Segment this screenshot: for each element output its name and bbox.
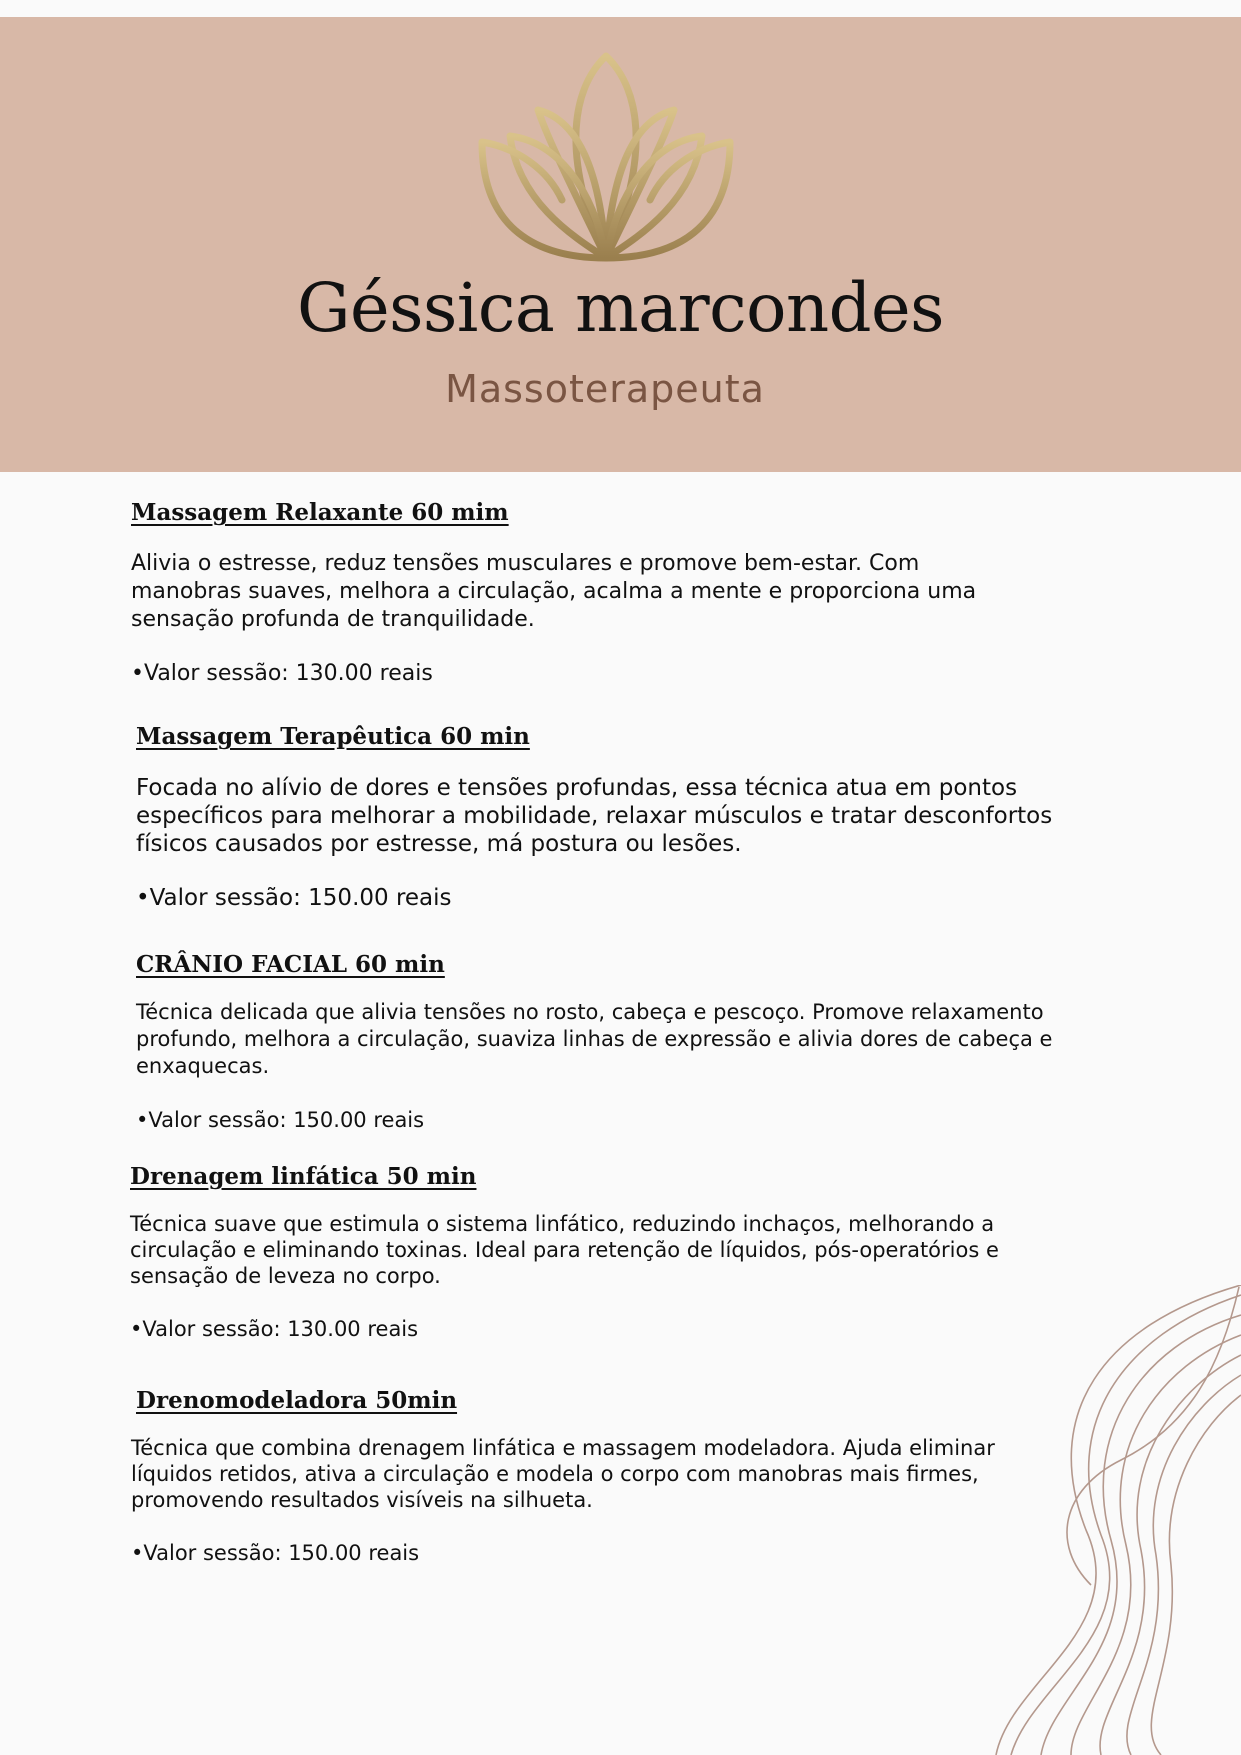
service-title: Drenomodeladora 50min (136, 1387, 458, 1414)
service-description: Alivia o estresse, reduz tensões musculares e promove bem-estar. Com manobras suaves, melhora a circulação, acalma a mente e proporciona uma sensação profunda de tranquilidade. (131, 551, 977, 632)
header-banner (0, 17, 1241, 472)
business-name: Géssica marcondes (296, 269, 945, 347)
service-title: Drenagem linfática 50 min (130, 1163, 477, 1190)
service-title: CRÂNIO FACIAL 60 min (136, 951, 445, 978)
service-item (131, 1386, 1116, 1567)
service-description: Técnica que combina drenagem linfática e massagem modeladora. Ajuda eliminar líquidos retidos, ativa a circulação e modela o corpo com manobras mais firmes, promovendo resultados visíveis na silhueta. (131, 1436, 995, 1512)
service-description: Focada no alívio de dores e tensões profundas, essa técnica atua em pontos específicos para melhorar a mobilidade, relaxar músculos e tratar desconfortos físicos causados por estresse, má postura ou lesões. (136, 775, 1053, 857)
service-title: Massagem Relaxante 60 mim (131, 499, 509, 526)
service-title: Massagem Terapêutica 60 min (136, 723, 530, 750)
service-price: •Valor sessão: 130.00 reais (130, 1317, 419, 1341)
service-price: •Valor sessão: 150.00 reais (131, 1541, 420, 1565)
service-item (136, 950, 1116, 1134)
wavy-lines-decoration (991, 1285, 1241, 1755)
service-description: Técnica suave que estimula o sistema linfático, reduzindo inchaços, melhorando a circulação e eliminando toxinas. Ideal para retenção de líquidos, pós-operatórios e sensação de leveza no corpo. (130, 1212, 999, 1288)
service-description: Técnica delicada que alivia tensões no rosto, cabeça e pescoço. Promove relaxamento profundo, melhora a circulação, suaviza linhas de expressão e alivia dores de cabeça e enxaquecas. (136, 1000, 1053, 1078)
service-item (130, 1162, 1110, 1343)
lotus-icon (478, 50, 734, 265)
service-price: •Valor sessão: 130.00 reais (131, 661, 433, 686)
service-item (136, 722, 1116, 912)
service-price: •Valor sessão: 150.00 reais (136, 885, 452, 911)
service-item (131, 498, 1111, 688)
service-price: •Valor sessão: 150.00 reais (136, 1108, 425, 1132)
profession-subtitle: Massoterapeuta (445, 367, 765, 411)
